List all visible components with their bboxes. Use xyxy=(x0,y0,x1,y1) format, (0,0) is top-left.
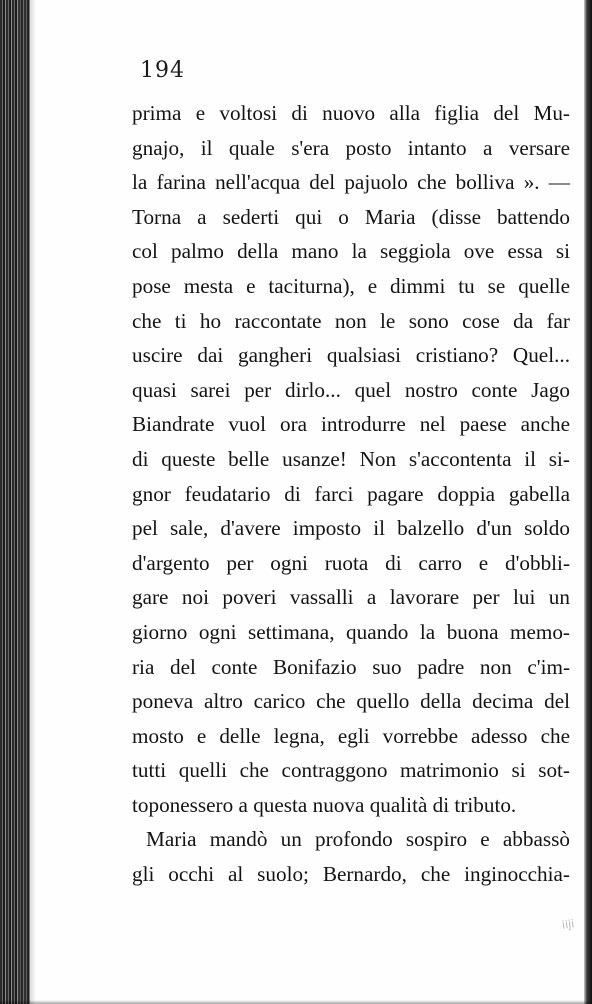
text-line: poneva altro carico che quello della decima del xyxy=(132,689,570,714)
text-line: toponessero a questa nuova qualità di tributo. xyxy=(132,792,517,817)
text-line: mosto e delle legna, egli vorrebbe adesso che xyxy=(132,723,570,748)
text-line: gare noi poveri vassalli a lavorare per lui un xyxy=(132,585,570,610)
body-text xyxy=(132,96,570,892)
page-number: 194 xyxy=(140,58,185,83)
text-line: quasi sarei per dirlo... quel nostro conte Jago xyxy=(132,377,570,402)
text-line: pose mesta e taciturna), e dimmi tu se quelle xyxy=(132,273,570,298)
text-line: che ti ho raccontate non le sono cose da far xyxy=(132,308,570,333)
margin-mark: iiji xyxy=(560,917,575,932)
text-line: gnor feudatario di farci pagare doppia gabella xyxy=(132,481,570,506)
text-line: pel sale, d'avere imposto il balzello d'un soldo xyxy=(132,516,570,541)
bottom-page-edge xyxy=(0,1000,592,1004)
text-line: di queste belle usanze! Non s'accontenta il si- xyxy=(132,446,570,471)
text-line: col palmo della mano la seggiola ove essa si xyxy=(132,239,570,264)
text-line: gnajo, il quale s'era posto intanto a versare xyxy=(132,135,570,160)
text-line: Biandrate vuol ora introdurre nel paese anche xyxy=(132,412,570,437)
text-line: gli occhi al suolo; Bernardo, che inginocchia- xyxy=(132,862,570,887)
text-line: ria del conte Bonifazio suo padre non c'im- xyxy=(132,654,570,679)
text-line: Torna a sederti qui o Maria (disse battendo xyxy=(132,204,570,229)
text-line-paragraph-start: Maria mandò un profondo sospiro e abbassò xyxy=(146,827,570,852)
text-line: prima e voltosi di nuovo alla figlia del Mu- xyxy=(132,101,570,125)
text-line: d'argento per ogni ruota di carro e d'obbli- xyxy=(132,550,570,575)
right-page-edge xyxy=(584,0,592,1004)
gutter-shadow xyxy=(18,0,36,1004)
text-line: uscire dai gangheri qualsiasi cristiano? Quel... xyxy=(132,343,570,368)
text-line: la farina nell'acqua del pajuolo che bolliva ». — xyxy=(132,170,570,195)
text-line: tutti quelli che contraggono matrimonio si sot- xyxy=(132,758,570,783)
text-line: giorno ogni settimana, quando la buona memo- xyxy=(132,619,570,644)
